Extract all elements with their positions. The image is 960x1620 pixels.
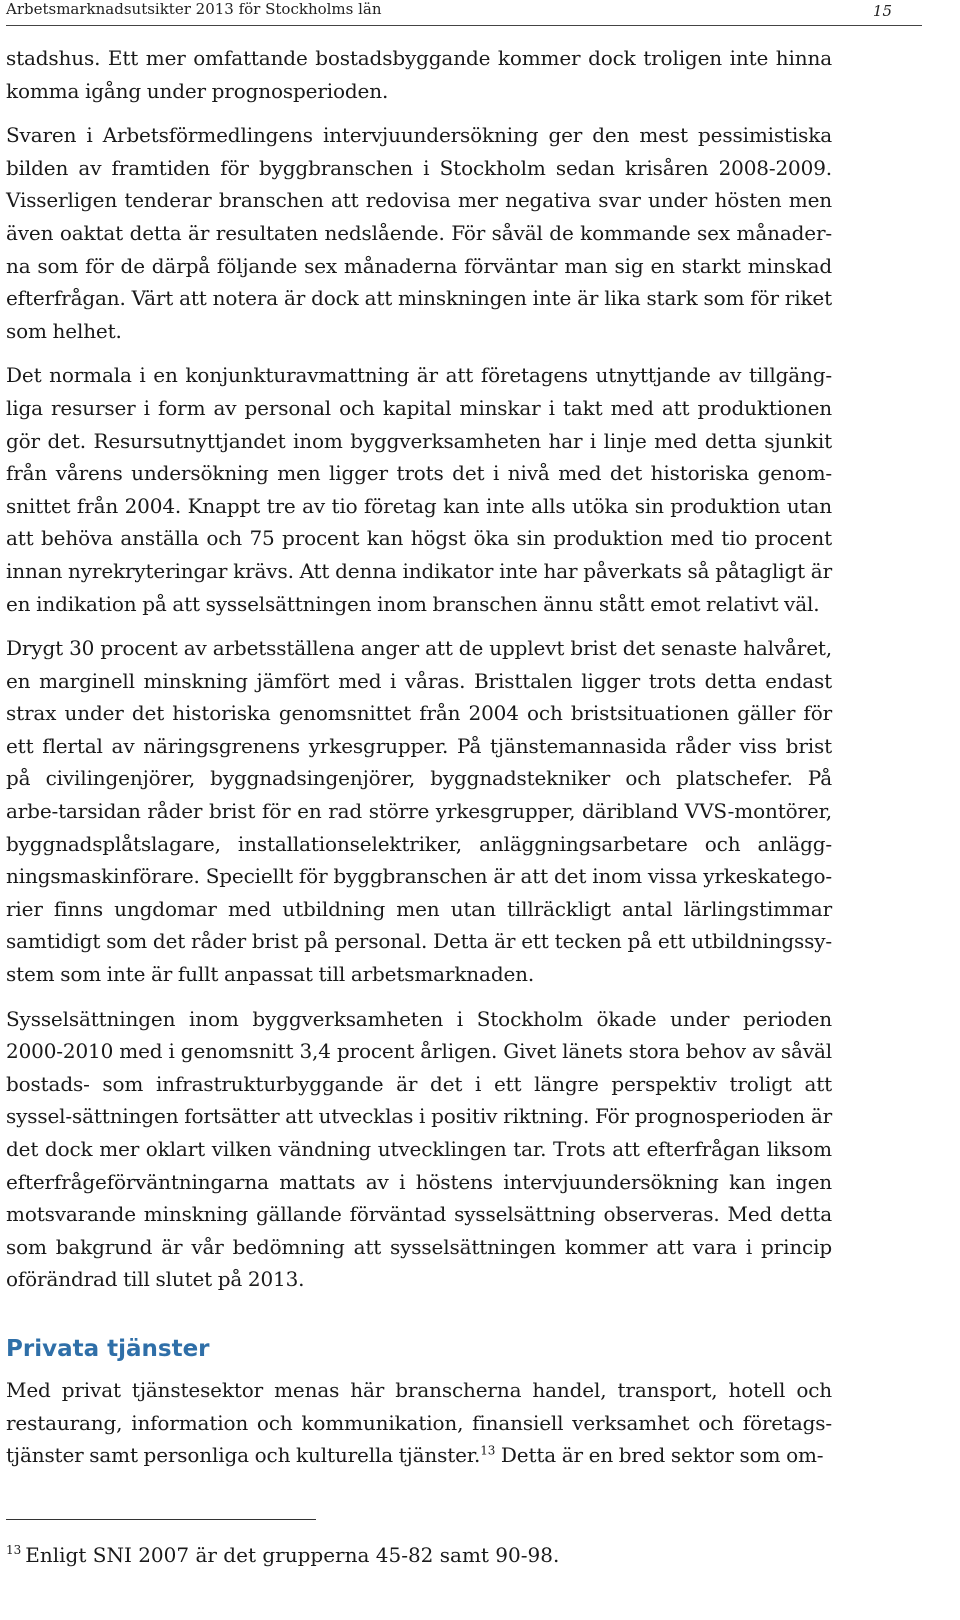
footnote-reference[interactable]: 13 xyxy=(480,1443,496,1458)
paragraph-1: stadshus. Ett mer omfattande bostadsbyggande kommer dock troligen inte hinna komma igång under prognosperioden. xyxy=(6,46,832,103)
page-number: 15 xyxy=(872,2,892,20)
section-heading: Privata tjänster xyxy=(6,1335,210,1362)
footnote-number: 13 xyxy=(6,1543,22,1558)
main-content xyxy=(6,42,832,1484)
paragraph-4: Drygt 30 procent av arbetsställena anger att de upplevt brist det senaste halvåret, en marginell minskning jämfört med i våras. Bristtalen ligger trots detta endast strax under det historiska genomsnittet från 2004 och bristsituationen gäller för ett flertal av näringsgrenens yrkesgrupper. På tjänstemannasida råder viss brist på civilingenjörer, byggnadsingenjörer, byggnadstekniker och platschefer. På arbe-tarsidan råder brist för en rad större yrkesgrupper, däribland VVS-montörer, byggnadsplåtslagare, installationselektriker, anläggningsarbetare och anlägg-ningsmaskinförare. Speciellt för byggbranschen är att det inom vissa yrkeskatego-rier finns ungdomar med utbildning men utan tillräckligt antal lärlingstimmar samtidigt som det råder brist på personal. Detta är ett tecken på ett utbildningssy-stem som inte är fullt anpassat till arbetsmarknaden. xyxy=(6,636,832,987)
section-text-before: Med privat tjänstesektor menas här branscherna handel, transport, hotell och restaurang, information och kommunikation, finansiell verksamhet och företags-tjänster samt personliga och kulturella tjänster. xyxy=(6,1377,832,1468)
paragraph-3: Det normala i en konjunkturavmattning är att företagens utnyttjande av tillgäng-liga resurser i form av personal och kapital minskar i takt med att produktionen gör det. Resursutnyttjandet inom byggverksamheten har i linje med detta sjunkit från vårens undersökning men ligger trots det i nivå med det historiska genom-snittet från 2004. Knappt tre av tio företag kan inte alls utöka sin produktion utan att behöva anställa och 75 procent kan högst öka sin produktion med tio procent innan nyrekryteringar krävs. Att denna indikator inte har påverkats så påtagligt är en indikation på att sysselsättningen inom branschen ännu stått emot relativt väl. xyxy=(6,363,832,616)
footnote-divider xyxy=(6,1519,316,1520)
footnote-text: Enligt SNI 2007 är det grupperna 45-82 samt 90-98. xyxy=(25,1543,560,1567)
running-header xyxy=(6,0,922,26)
section-paragraph xyxy=(6,1374,832,1472)
document-title: Arbetsmarknadsutsikter 2013 för Stockholms län xyxy=(6,0,382,18)
paragraph-2: Svaren i Arbetsförmedlingens intervjuundersökning ger den mest pessimistiska bilden av framtiden för byggbranschen i Stockholm sedan krisåren 2008-2009. Visserligen tenderar branschen att redovisa mer negativa svar under hösten men även oaktat detta är resultaten nedslående. För såväl de kommande sex månader-na som för de därpå följande sex månaderna förväntar man sig en starkt minskad efterfrågan. Värt att notera är dock att minskningen inte är lika stark som för riket som helhet. xyxy=(6,123,832,343)
footnote xyxy=(6,1540,559,1570)
section-text-after: Detta är en bred sektor som om- xyxy=(495,1443,824,1468)
paragraph-5: Sysselsättningen inom byggverksamheten i Stockholm ökade under perioden 2000-2010 med i genomsnitt 3,4 procent årligen. Givet länets stora behov av såväl bostads- som infrastrukturbyggande är det i ett längre perspektiv troligt att syssel-sättningen fortsätter att utvecklas i positiv riktning. För prognosperioden är det dock mer oklart vilken vändning utvecklingen tar. Trots att efterfrågan liksom efterfrågeförväntningarna mattats av i höstens intervjuundersökning kan ingen motsvarande minskning gällande förväntad sysselsättning observeras. Med detta som bakgrund är vår bedömning att sysselsättningen kommer att vara i princip oförändrad till slutet på 2013. xyxy=(6,1006,832,1292)
